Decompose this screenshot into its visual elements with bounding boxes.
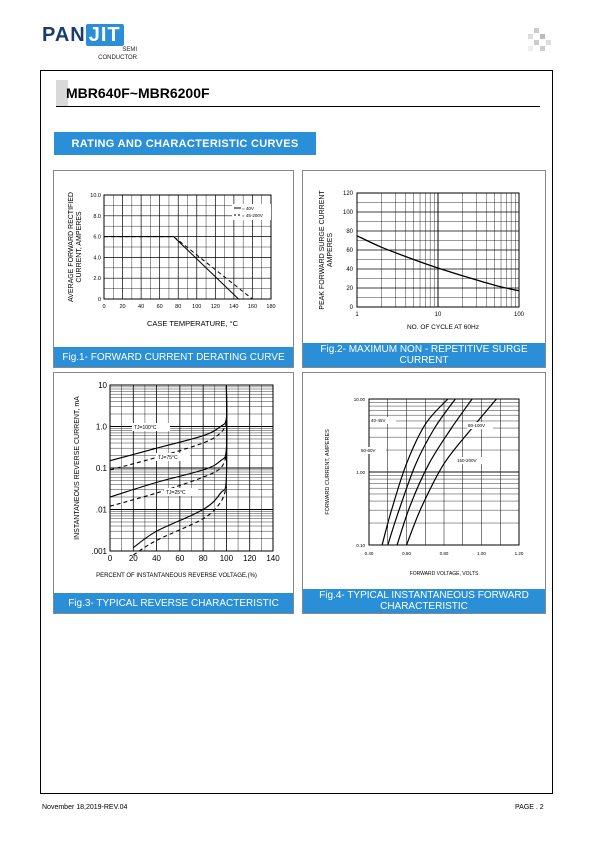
fig1-ytick: 6.0: [93, 234, 101, 241]
fig4-curve-label: 50-60V: [361, 448, 376, 453]
fig1-ytick: 2.0: [93, 276, 101, 283]
fig2-xlabel: NO. OF CYCLE AT 60Hz: [406, 324, 480, 331]
fig1-ytick: 10.0: [90, 193, 101, 199]
fig1-legend-label: = 45-200V: [242, 213, 263, 218]
section-heading: RATING AND CHARACTERISTIC CURVES: [54, 132, 316, 155]
fig4-caption: Fig.4- TYPICAL INSTANTANEOUS FORWARD CHARACTERISTIC: [303, 589, 545, 613]
fig3-xlabel: PERCENT OF INSTANTANEOUS REVERSE VOLTAGE,(%): [96, 573, 257, 579]
fig2-ytick: 40: [346, 267, 353, 273]
fig1-chart: [54, 171, 293, 347]
fig1-xtick: 0: [102, 304, 106, 310]
fig1-xlabel: CASE TEMPERATURE, °C: [146, 319, 239, 328]
fig4-xtick: 1.20: [514, 551, 524, 556]
fig1-ytick: 4.0: [93, 255, 101, 262]
fig4-xtick: 0.40: [364, 551, 374, 556]
fig2-ytick: 100: [342, 210, 353, 216]
fig4-panel: [302, 372, 546, 614]
fig1-ytick: 8.0: [93, 213, 101, 220]
fig2-chart: [303, 171, 545, 343]
fig1-xtick: 80: [175, 304, 182, 310]
fig3-series-line: [110, 385, 227, 497]
fig4-xtick: 0.60: [402, 551, 411, 556]
fig3-caption: Fig.3- TYPICAL REVERSE CHARACTERISTIC: [54, 593, 293, 613]
fig2-ylabel: PEAK FORWARD SURGE CURRENTAMPERES: [319, 190, 334, 310]
fig3-xtick: 100: [219, 554, 234, 563]
fig2-panel: [302, 170, 546, 368]
logo-jit: JIT: [86, 24, 124, 46]
fig4-ytick: 0.10: [356, 543, 365, 548]
fig3-xtick: 40: [152, 554, 162, 563]
fig3-chart: [54, 373, 293, 593]
fig1-panel: [53, 170, 294, 368]
fig3-ytick: 1.0: [95, 422, 107, 432]
fig3-series-line: [110, 385, 227, 461]
fig1-xtick: 140: [229, 304, 239, 310]
fig3-panel: [53, 372, 294, 614]
fig2-ytick: 20: [346, 286, 353, 292]
fig1-caption: Fig.1- FORWARD CURRENT DERATING CURVE: [54, 347, 293, 367]
fig4-xtick: 0.80: [439, 551, 449, 556]
fig3-ylabel: INSTANTANEOUS REVERSE CURRENT, mA: [74, 396, 81, 540]
fig4-ylabel: FORWARD CURRENT, AMPERES: [325, 429, 331, 515]
fig3-ytick: 10: [98, 381, 107, 390]
fig1-ytick: 0: [97, 297, 101, 303]
fig2-caption: Fig.2- MAXIMUM NON - REPETITIVE SURGE CURRENT: [303, 343, 545, 367]
fig4-ytick: 1.00: [356, 470, 365, 475]
fig3-ytick: .01: [95, 505, 107, 515]
fig2-xtick: 100: [513, 312, 525, 318]
fig1-xtick: 120: [210, 304, 220, 310]
fig2-xtick: 10: [434, 312, 442, 318]
fig3-curve-label: TJ=100°C: [134, 425, 157, 431]
fig4-curve-label: 150-200V: [457, 458, 477, 463]
fig3-xtick: 140: [266, 554, 280, 563]
logo: [42, 24, 124, 47]
fig2-ytick: 60: [346, 248, 353, 254]
fig1-xtick: 180: [266, 304, 276, 310]
fig3-xtick: 60: [175, 554, 185, 563]
page-title: MBR640F~MBR6200F: [66, 85, 210, 101]
decorative-dots-icon: [524, 28, 552, 56]
fig2-xtick: 1: [355, 312, 359, 318]
fig1-xtick: 20: [119, 304, 126, 310]
fig4-curve-label: 40-45V: [371, 418, 386, 423]
fig1-xtick: 160: [247, 304, 258, 310]
fig1-legend-label: = 40V: [242, 206, 254, 211]
footer-page: PAGE . 2: [515, 804, 544, 811]
fig4-xlabel: FORWARD VOLTAGE, VOLTS: [409, 571, 479, 577]
fig4-chart: [303, 373, 545, 589]
footer-date: November 18,2019-REV.04: [42, 804, 128, 811]
logo-pan: PAN: [42, 24, 86, 46]
fig1-ylabel: AVERAGE FORWARD RECTIFIEDCURRENT, AMPERES: [68, 192, 83, 302]
fig1-xtick: 100: [192, 304, 202, 310]
fig3-xtick: 80: [198, 554, 208, 563]
fig2-ytick: 120: [342, 191, 353, 197]
fig1-xtick: 60: [156, 304, 163, 310]
fig3-ytick: .001: [91, 547, 107, 556]
fig3-ytick: 0.1: [95, 464, 107, 473]
fig1-xtick: 40: [138, 304, 145, 310]
logo-subtitle: SEMI CONDUCTOR: [98, 47, 137, 61]
fig3-xtick: 120: [243, 554, 257, 563]
fig4-xtick: 1.00: [477, 551, 486, 556]
fig4-curve-label: 80-100V: [468, 423, 486, 428]
fig2-ytick: 80: [346, 229, 353, 235]
fig3-xtick: 0: [107, 554, 113, 563]
fig3-curve-label: TJ=25°C: [166, 490, 186, 496]
fig3-xtick: 20: [128, 554, 138, 563]
fig2-ytick: 0: [349, 305, 353, 311]
fig3-curve-label: TJ=75°C: [158, 455, 178, 461]
fig4-ytick: 10.00: [353, 397, 365, 402]
